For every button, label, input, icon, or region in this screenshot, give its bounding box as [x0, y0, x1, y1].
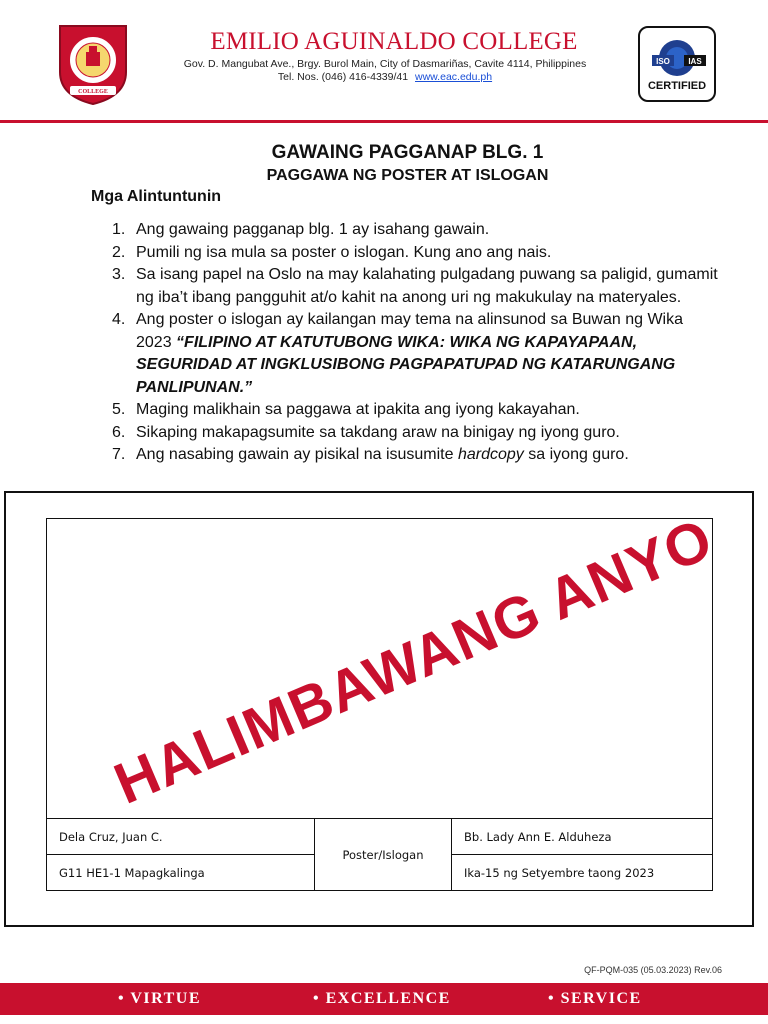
list-number: 4. [112, 311, 126, 328]
list-item [112, 242, 722, 265]
document-subtitle: PAGGAWA NG POSTER AT ISLOGAN [266, 167, 549, 184]
theme-text: “FILIPINO AT KATUTUBONG WIKA: WIKA NG KAPAYAPAAN, SEGURIDAD AT INGKLUSIBONG PAGPAPATUPAD NG KATARUNGANG PANLIPUNAN.” [136, 333, 676, 396]
guidelines-list [112, 219, 722, 467]
list-item [112, 399, 722, 422]
iso-label: ISO [656, 57, 670, 66]
student-name-cell: Dela Cruz, Juan C. [47, 819, 315, 855]
iso-certified-badge [638, 26, 716, 102]
list-text: Ang gawaing pagganap blg. 1 ay isahang gawain. [136, 221, 490, 238]
footer-bar [0, 983, 768, 1015]
list-text: Sa isang papel na Oslo na may kalahating pulgadang puwang sa paligid, gumamit ng iba’t ibang pangguhit at/o kahit na anong uri ng makukulay na materyales. [136, 266, 718, 306]
teacher-name-cell: Bb. Lady Ann E. Alduheza [452, 819, 713, 855]
telephone-numbers: Tel. Nos. (046) 416-4339/41 [277, 71, 409, 83]
list-number: 1. [112, 221, 126, 238]
list-item [112, 309, 722, 399]
header-divider [0, 120, 768, 123]
college-name: EMILIO AGUINALDO COLLEGE [210, 28, 578, 55]
list-number: 3. [112, 266, 126, 283]
list-item [112, 422, 722, 445]
footer-virtue: • VIRTUE [118, 990, 201, 1007]
list-text: Ang nasabing gawain ay pisikal na isusumite [136, 446, 454, 463]
ias-label: IAS [688, 57, 702, 66]
list-text: Pumili ng isa mula sa poster o islogan. Kung ano ang nais. [136, 243, 552, 261]
page-header [0, 0, 768, 122]
work-type-cell: Poster/Islogan [315, 819, 452, 891]
list-number: 6. [112, 423, 126, 441]
list-text: Ang poster o islogan ay kailangan may tema na alinsunod sa Buwan ng Wika 2023 [136, 311, 683, 351]
label-table [46, 818, 713, 891]
list-number: 5. [112, 401, 126, 418]
certified-label: CERTIFIED [647, 80, 707, 92]
list-text: sa iyong guro. [528, 446, 629, 463]
date-cell: Ika-15 ng Setyembre taong 2023 [452, 855, 713, 891]
sample-watermark: HALIMBAWANG ANYO [105, 505, 722, 817]
college-contact [160, 71, 610, 83]
footer-service: • SERVICE [548, 990, 642, 1007]
website-link[interactable]: www.eac.edu.ph [415, 71, 493, 83]
footer-excellence: • EXCELLENCE [313, 990, 451, 1007]
document-title: GAWAING PAGGANAP BLG. 1 [271, 142, 544, 163]
college-address: Gov. D. Mangubat Ave., Brgy. Burol Main, City of Dasmariñas, Cavite 4114, Philippines [183, 58, 587, 70]
list-item [112, 444, 722, 467]
list-text: Sikaping makapagsumite sa takdang araw na binigay ng iyong guro. [136, 423, 620, 441]
list-number: 7. [112, 446, 126, 463]
list-text: Maging malikhain sa paggawa at ipakita ang iyong kakayahan. [136, 401, 580, 418]
italic-text: hardcopy [457, 446, 524, 463]
seal-text: COLLEGE [78, 89, 108, 95]
iso-ias-logo-icon [640, 30, 714, 80]
section-cell: G11 HE1-1 Mapagkalinga [47, 855, 315, 891]
college-seal-icon [56, 22, 130, 106]
table-row [47, 819, 713, 855]
form-code: QF-PQM-035 (05.03.2023) Rev.06 [584, 965, 722, 975]
list-number: 2. [112, 243, 126, 261]
guidelines-heading: Mga Alintuntunin [91, 188, 222, 205]
list-item [112, 264, 722, 309]
list-item [112, 219, 722, 242]
